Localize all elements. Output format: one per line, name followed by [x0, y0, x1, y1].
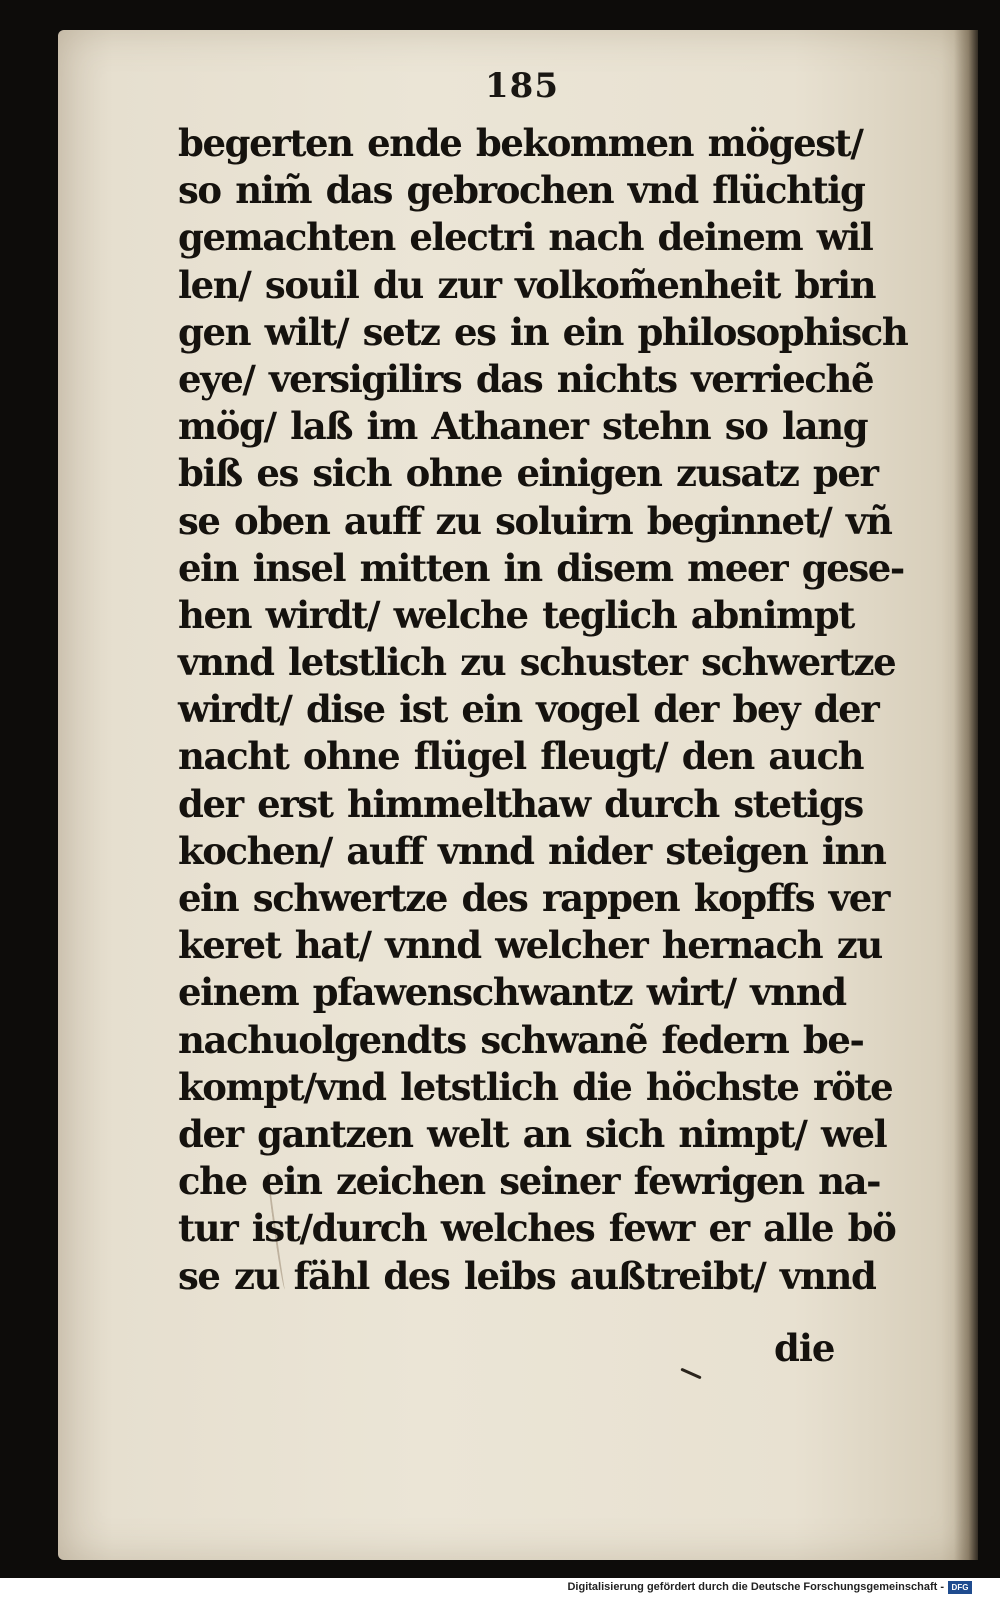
text-line: der gantzen welt an sich nimpt/ wel [178, 1111, 887, 1156]
text-line: mög/ laß im Athaner stehn so lang [178, 404, 868, 449]
text-line: kochen/ auff vnnd nider steigen inn [178, 828, 886, 873]
text-line: nacht ohne flügel fleugt/ den auch [178, 734, 864, 779]
text-line: ein insel mitten in disem meer gese- [178, 545, 904, 590]
funding-credit: Digitalisierung gefördert durch die Deutsche Forschungsgemeinschaft - [567, 1581, 944, 1593]
text-line: nachuolgendts schwanẽ federn be- [178, 1017, 864, 1062]
text-line: gemachten electri nach deinem wil [178, 215, 873, 260]
text-line: der erst himmelthaw durch stetigs [178, 781, 863, 826]
text-line: eye/ versigilirs das nichts verriechẽ [178, 356, 874, 401]
catchword: die [774, 1326, 835, 1370]
dfg-logo: DFG [948, 1581, 972, 1594]
digitization-footer [0, 1578, 1000, 1598]
text-line: che ein zeichen seiner fewrigen na- [178, 1159, 881, 1204]
text-line: kompt/vnd letstlich die höchste röte [178, 1064, 893, 1109]
text-line: ein schwertze des rappen kopffs ver [178, 876, 889, 920]
text-line: se oben auff zu soluirn beginnet/ vñ [178, 498, 892, 543]
text-line: begerten ende bekommen mögest/ [178, 121, 863, 165]
text-line: gen wilt/ setz es in ein philosophisch [178, 309, 908, 354]
text-line: wirdt/ dise ist ein vogel der bey der [178, 687, 879, 732]
text-line: se zu fähl des leibs außtreibt/ vnnd [178, 1253, 876, 1298]
text-line: tur ist/durch welches fewr er alle bö [178, 1206, 896, 1251]
page-number: 185 [485, 66, 559, 106]
text-line: keret hat/ vnnd welcher hernach zu [178, 923, 882, 968]
text-line: einem pfawenschwantz wirt/ vnnd [178, 970, 846, 1015]
text-line: len/ souil du zur volkom̃enheit brin [178, 262, 876, 307]
body-text [178, 120, 908, 1300]
text-line: biß es sich ohne einigen zusatz per [178, 451, 878, 496]
text-line: so nim̃ das gebrochen vnd flüchtig [178, 168, 865, 213]
text-line: vnnd letstlich zu schuster schwertze [178, 640, 896, 685]
text-line: hen wirdt/ welche teglich abnimpt [178, 592, 854, 637]
page-gutter-shadow [954, 30, 978, 1560]
